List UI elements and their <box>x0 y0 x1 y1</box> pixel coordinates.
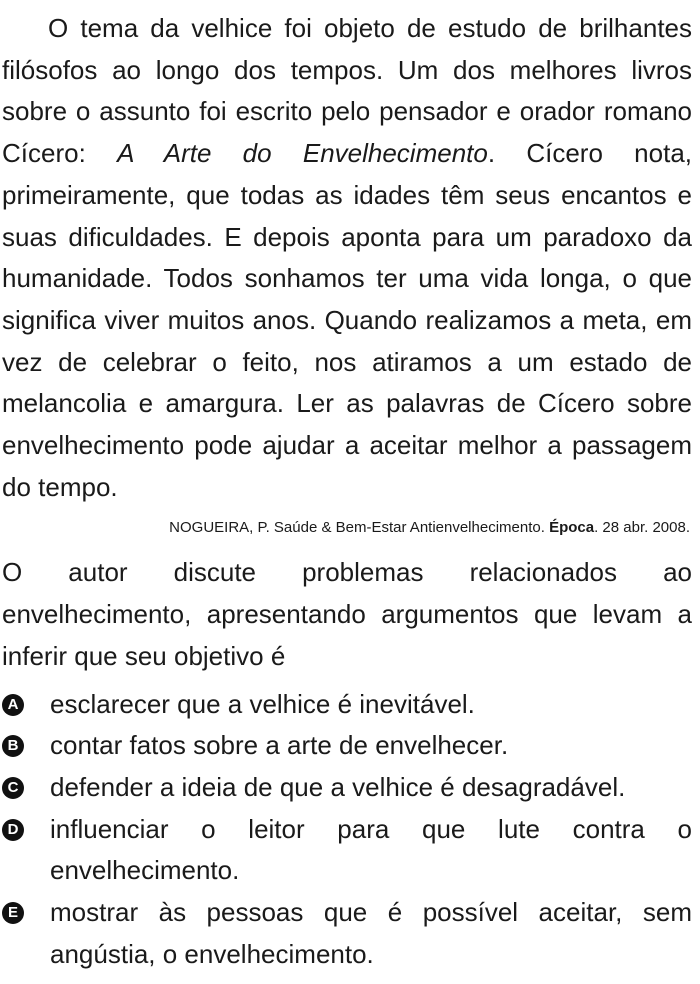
citation-publication: Época <box>549 519 595 537</box>
option-b-text: contar fatos sobre a arte de envelhecer. <box>50 730 509 761</box>
option-a[interactable] <box>2 684 692 726</box>
answer-options <box>2 684 692 976</box>
passage-part-1: O tema da velhice foi objeto de estudo de brilhantes filósofos ao longo dos tempos. Um dos melhores livros sobre o assunto foi escrito pelo pensador e orador romano Cícero: <box>2 13 692 169</box>
option-c-text: defender a ideia de que a velhice é desagradável. <box>50 771 626 802</box>
option-letter-d-badge: D <box>2 819 24 841</box>
option-a-text: esclarecer que a velhice é inevitável. <box>50 688 475 719</box>
option-c[interactable] <box>2 767 692 809</box>
option-letter-a-badge: A <box>2 694 24 716</box>
citation-prefix: NOGUEIRA, P. Saúde & Bem-Estar Antienvelhecimento. <box>169 519 550 537</box>
option-letter-e-badge: E <box>2 902 24 924</box>
citation-suffix: . 28 abr. 2008. <box>594 519 690 537</box>
option-letter-c-badge: C <box>2 777 24 799</box>
passage-text <box>2 8 692 508</box>
option-e[interactable] <box>2 892 692 975</box>
question-stem: O autor discute problemas relacionados ao envelhecimento, apresentando argumentos que levam a inferir que seu objetivo é <box>2 557 692 671</box>
option-d[interactable] <box>2 809 692 892</box>
option-letter-b-badge: B <box>2 735 24 757</box>
option-e-text: mostrar às pessoas que é possível aceitar, sem angústia, o envelhecimento. <box>50 897 692 969</box>
option-b[interactable] <box>2 725 692 767</box>
source-citation <box>2 518 692 538</box>
option-d-text: influenciar o leitor para que lute contra o envelhecimento. <box>50 813 692 886</box>
passage-part-2: . Cícero nota, primeiramente, que todas as idades têm seus encantos e suas dificuldades. E depois aponta para um paradoxo da humanidade. Todos sonhamos ter uma vida longa, o que significa viver muitos anos. Quando realizamos a meta, em vez de celebrar o feito, nos atiramos a um estado de melancolia e amargura. Ler as palavras de Cícero sobre envelhecimento pode ajudar a aceitar melhor a passagem do tempo. <box>2 138 693 502</box>
book-title: A Arte do Envelhecimento <box>117 138 488 169</box>
